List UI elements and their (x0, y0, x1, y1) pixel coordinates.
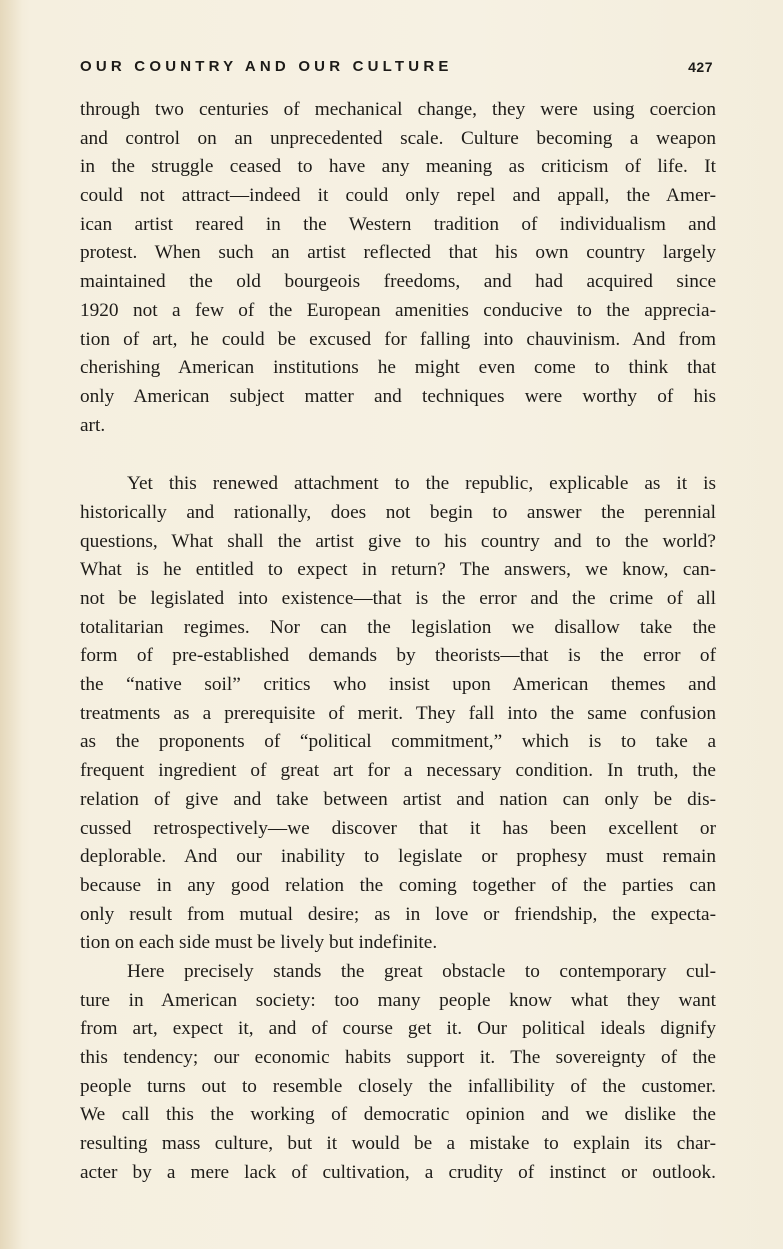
text-line: Yet this renewed attachment to the republic, explicable as it is (127, 473, 716, 495)
text-line: could not attract—indeed it could only repel and appall, the Amer- (80, 185, 716, 207)
paragraph-1 (80, 96, 716, 440)
text-line: as the proponents of “political commitment,” which is to take a (80, 731, 716, 753)
text-line: in the struggle ceased to have any meaning as criticism of life. It (80, 156, 716, 178)
text-line: relation of give and take between artist and nation can only be dis- (80, 788, 716, 810)
text-line: and control on an unprecedented scale. Culture becoming a weapon (80, 127, 716, 149)
text-line: resulting mass culture, but it would be a mistake to explain its char- (80, 1133, 716, 1155)
text-line: maintained the old bourgeois freedoms, and had acquired since (80, 271, 716, 293)
body-text (80, 96, 716, 1187)
text-line: ture in American society: too many people know what they want (80, 989, 716, 1011)
text-line: from art, expect it, and of course get it. Our political ideals dignify (80, 1018, 716, 1040)
running-head (80, 58, 713, 80)
text-line: only result from mutual desire; as in love or friendship, the expecta- (80, 903, 716, 925)
text-line: only American subject matter and techniques were worthy of his (80, 385, 716, 407)
text-line: deplorable. And our inability to legislate or prophesy must remain (80, 846, 716, 868)
text-line: not be legislated into existence—that is the error and the crime of all (80, 588, 716, 609)
page-number: 427 (688, 59, 713, 75)
section-break (80, 440, 716, 470)
text-line: 1920 not a few of the European amenities conducive to the apprecia- (80, 299, 716, 321)
text-line: questions, What shall the artist give to his country and to the world? (80, 530, 716, 552)
text-line: tion on each side must be lively but indefinite. (80, 932, 438, 954)
text-line: ican artist reared in the Western tradition of individualism and (80, 213, 716, 235)
text-line: people turns out to resemble closely the infallibility of the customer. (80, 1075, 716, 1097)
text-line: historically and rationally, does not begin to answer the perennial (80, 501, 716, 523)
paragraph-3 (80, 958, 716, 1188)
paragraph-2 (80, 470, 716, 958)
text-line: Here precisely stands the great obstacle to contemporary cul- (127, 960, 716, 982)
text-line: cussed retrospectively—we discover that it has been excellent or (80, 817, 716, 839)
spine-shadow (0, 0, 22, 1249)
text-line: treatments as a prerequisite of merit. They fall into the same confusion (80, 702, 716, 724)
text-line: acter by a mere lack of cultivation, a crudity of instinct or outlook. (80, 1161, 716, 1183)
text-line: tion of art, he could be excused for falling into chauvinism. And from (80, 328, 716, 350)
text-line: through two centuries of mechanical change, they were using coercion (80, 99, 716, 120)
text-line: art. (80, 414, 106, 436)
text-line: frequent ingredient of great art for a necessary condition. In truth, the (80, 760, 716, 782)
running-title: OUR COUNTRY AND OUR CULTURE (80, 58, 453, 75)
text-line: cherishing American institutions he might even come to think that (80, 357, 716, 379)
text-line: What is he entitled to expect in return? The answers, we know, can- (80, 559, 716, 581)
text-line: form of pre-established demands by theorists—that is the error of (80, 645, 716, 667)
text-line: because in any good relation the coming together of the parties can (80, 874, 716, 896)
text-line: this tendency; our economic habits support it. The sovereignty of the (80, 1047, 716, 1068)
text-line: protest. When such an artist reflected that his own country largely (80, 242, 716, 264)
text-line: totalitarian regimes. Nor can the legislation we disallow take the (80, 616, 716, 638)
text-line: We call this the working of democratic opinion and we dislike the (80, 1104, 716, 1126)
text-line: the “native soil” critics who insist upon American themes and (80, 674, 716, 696)
